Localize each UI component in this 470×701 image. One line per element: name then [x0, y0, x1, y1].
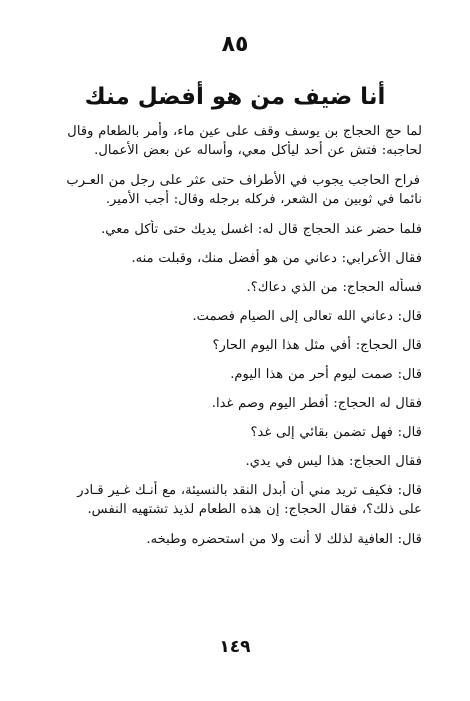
body-line: لحاجبه: فتش عن أحد ليأكل معي، وأساله عن بعض الأعمال.	[94, 143, 422, 158]
body-line: قال: فهل تضمن بقائي إلى غد؟	[250, 425, 422, 440]
body-line: فقال الحجاج: هذا ليس في يدي.	[245, 454, 422, 469]
body-line: قال: دعاني الله تعالى إلى الصيام فصمت.	[192, 309, 422, 324]
story-number: ٨٥	[221, 32, 249, 57]
body-line: فلما حضر عند الحجاج قال له: اغسل يديك حتى تأكل معي.	[101, 222, 422, 237]
body-line: فقال له الحجاج: أفطر اليوم وصم غدا.	[211, 396, 422, 411]
body-line: قال: صمت ليوم أحر من هذا اليوم.	[230, 367, 422, 382]
body-line: فراح الحاجب يجوب في الأطراف حتى عثر على رجل من العـرب	[66, 173, 420, 188]
body-line: على ذلك؟، فقال الحجاج: إن هذه الطعام لذيذ تشتهيه النفس.	[87, 502, 422, 517]
page-number: ١٤٩	[219, 637, 251, 657]
body-line: قال الحجاج: أفي مثل هذا اليوم الحار؟	[212, 338, 422, 353]
story-title: أنا ضيف من هو أفضل منك	[84, 84, 386, 110]
body-line: لما حج الحجاج بن يوسف وقف على عين ماء، وأمر بالطعام وقال	[67, 124, 422, 139]
body-line: فقال الأعرابي: دعاني من هو أفضل منك، وقبلت منه.	[131, 251, 422, 266]
body-line: قال: العافية لذلك لا أنت ولا من استحضره وطبخه.	[146, 532, 422, 547]
story-body	[46, 122, 422, 549]
body-line: قال: فكيف تريد مني أن أبدل النقد بالنسيئة، مع أنـك غـير قـادر	[77, 483, 422, 498]
body-line: نائما في ثوبين من الشعر، فركله برجله وقال: أجب الأمير.	[105, 192, 422, 207]
body-line: فسأله الحجاج: من الذي دعاك؟.	[246, 280, 422, 295]
